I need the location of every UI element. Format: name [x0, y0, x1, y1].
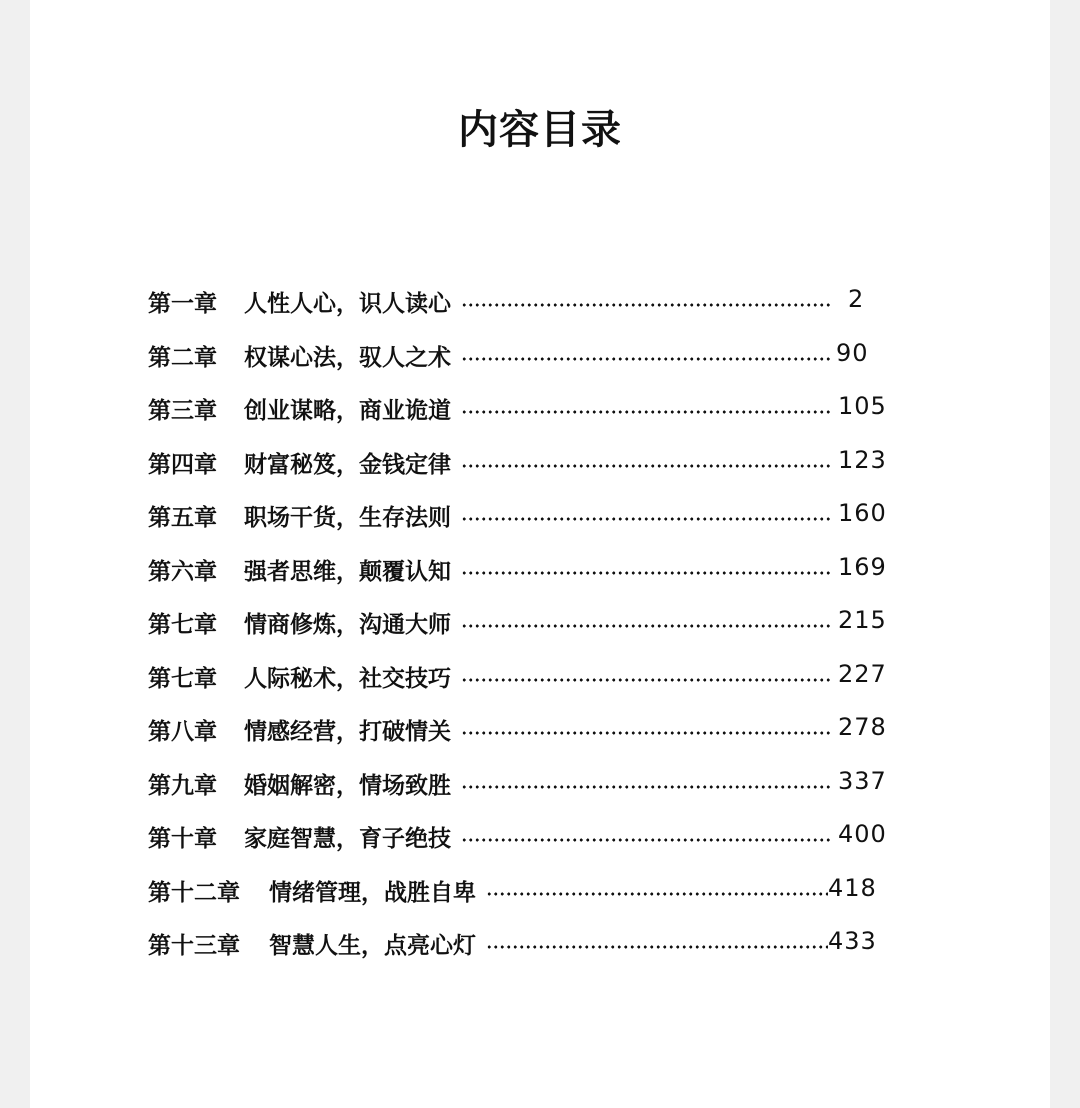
- dot-leader: [461, 357, 830, 361]
- chapter-heading: 职场干货，生存法则: [244, 505, 451, 531]
- toc-entry[interactable]: [148, 440, 908, 494]
- dot-leader: [461, 624, 830, 628]
- page-number: 105: [838, 392, 887, 420]
- chapter-heading: 人际秘术，社交技巧: [244, 665, 451, 692]
- dot-leader: [461, 838, 830, 842]
- chapter-number: 第八章: [148, 719, 217, 745]
- chapter-number: 第十三章: [148, 933, 240, 959]
- dot-leader: [461, 303, 830, 307]
- dot-leader: [486, 892, 828, 896]
- toc-entry[interactable]: [148, 600, 908, 654]
- chapter-number: 第十二章: [148, 879, 240, 906]
- document-page: [30, 0, 1050, 1108]
- chapter-heading: 智慧人生，点亮心灯: [269, 933, 476, 959]
- chapter-heading: 财富秘笈，金钱定律: [244, 451, 451, 478]
- dot-leader: [461, 571, 830, 575]
- page-number: 160: [838, 499, 887, 527]
- dot-leader: [486, 945, 828, 949]
- page-number: 2: [848, 285, 865, 313]
- page-number: 227: [838, 659, 887, 688]
- chapter-heading: 情绪管理，战胜自卑: [269, 879, 476, 906]
- page-number: 169: [838, 552, 887, 581]
- chapter-number: 第六章: [148, 558, 217, 585]
- page-number: 418: [828, 873, 877, 902]
- chapter-number: 第一章: [148, 291, 217, 317]
- chapter-number: 第二章: [148, 344, 217, 371]
- page-number: 123: [838, 445, 887, 474]
- page-number: 90: [836, 338, 869, 367]
- toc-entry[interactable]: [148, 921, 908, 975]
- toc-entry[interactable]: [148, 493, 908, 547]
- toc-entry[interactable]: [148, 386, 908, 440]
- chapter-heading: 强者思维，颠覆认知: [244, 558, 451, 585]
- table-of-contents: [148, 279, 908, 975]
- chapter-heading: 人性人心，识人读心: [244, 291, 451, 317]
- page-number: 278: [838, 713, 887, 741]
- chapter-heading: 创业谋略，商业诡道: [244, 398, 451, 424]
- chapter-number: 第九章: [148, 772, 217, 799]
- page-number: 400: [838, 820, 887, 848]
- chapter-number: 第五章: [148, 505, 217, 531]
- chapter-number: 第十章: [148, 826, 217, 852]
- toc-entry[interactable]: [148, 333, 908, 387]
- toc-entry[interactable]: [148, 279, 908, 333]
- chapter-number: 第三章: [148, 398, 217, 424]
- page-number: 337: [838, 766, 887, 795]
- toc-entry[interactable]: [148, 761, 908, 815]
- dot-leader: [461, 464, 830, 468]
- dot-leader: [461, 517, 830, 521]
- dot-leader: [461, 410, 830, 414]
- chapter-heading: 家庭智慧，育子绝技: [244, 826, 451, 852]
- toc-entry[interactable]: [148, 868, 908, 922]
- toc-entry[interactable]: [148, 654, 908, 708]
- page-number: 433: [828, 927, 877, 955]
- toc-entry[interactable]: [148, 707, 908, 761]
- chapter-heading: 权谋心法，驭人之术: [244, 344, 451, 371]
- toc-entry[interactable]: [148, 547, 908, 601]
- dot-leader: [461, 731, 830, 735]
- chapter-heading: 婚姻解密，情场致胜: [244, 772, 451, 799]
- chapter-number: 第四章: [148, 451, 217, 478]
- chapter-heading: 情商修炼，沟通大师: [244, 612, 451, 638]
- dot-leader: [461, 678, 830, 682]
- chapter-number: 第七章: [148, 665, 217, 692]
- toc-entry[interactable]: [148, 814, 908, 868]
- chapter-heading: 情感经营，打破情关: [244, 719, 451, 745]
- dot-leader: [461, 785, 830, 789]
- page-number: 215: [838, 606, 887, 634]
- page-title: 内容目录: [458, 107, 622, 153]
- chapter-number: 第七章: [148, 612, 217, 638]
